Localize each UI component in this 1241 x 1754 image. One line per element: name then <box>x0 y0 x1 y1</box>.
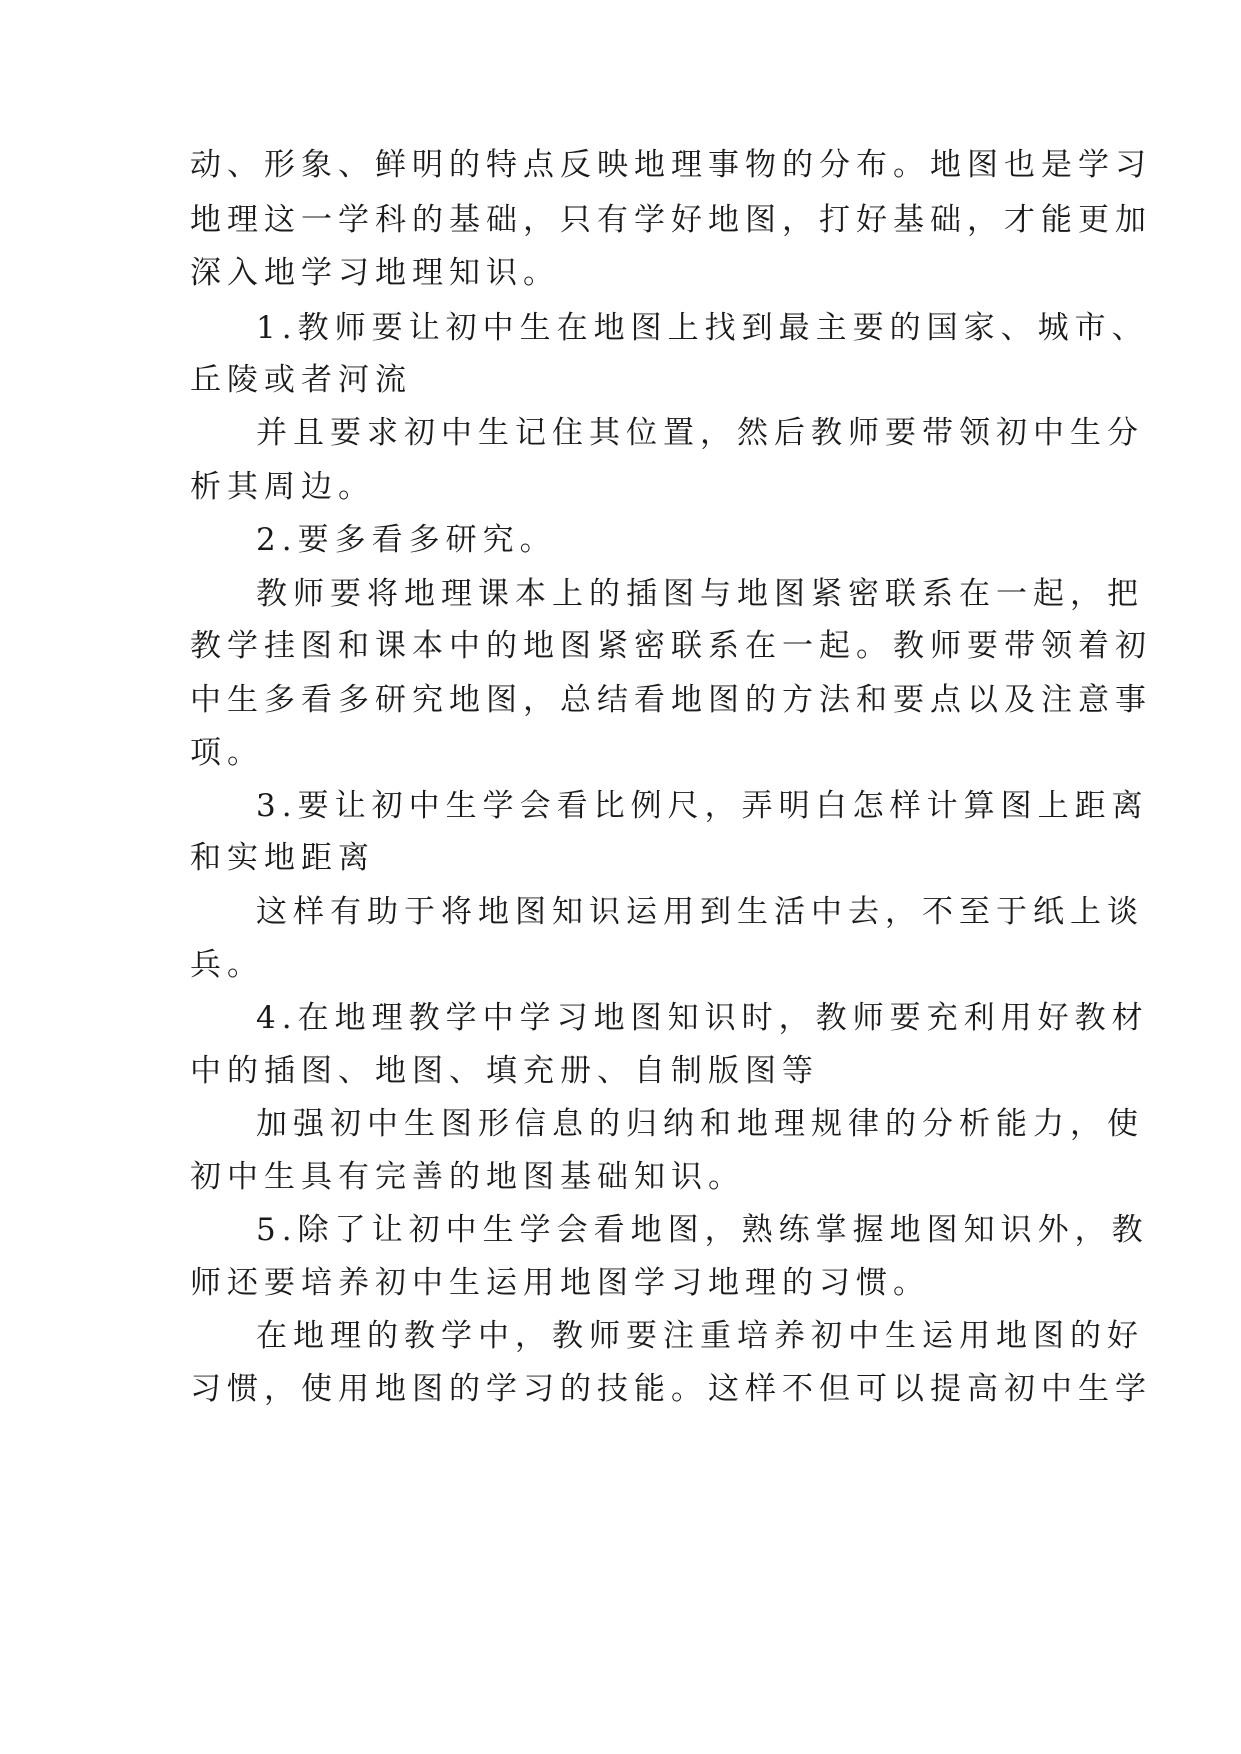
text-line: 4.在地理教学中学习地图知识时，教师要充利用好教材 <box>256 1000 1149 1036</box>
text-line: 和实地距离 <box>190 840 375 876</box>
text-line: 师还要培养初中生运用地图学习地理的习惯。 <box>190 1265 930 1301</box>
text-line: 2.要多看多研究。 <box>256 522 557 558</box>
text-line: 3.要让初中生学会看比例尺，弄明白怎样计算图上距离 <box>256 788 1149 824</box>
text-line: 教学挂图和课本中的地图紧密联系在一起。教师要带领着初 <box>190 628 1152 664</box>
text-line: 并且要求初中生记住其位置，然后教师要带领初中生分 <box>256 415 1144 451</box>
text-line: 中生多看多研究地图，总结看地图的方法和要点以及注意事 <box>190 682 1152 718</box>
text-line: 5.除了让初中生学会看地图，熟练掌握地图知识外，教 <box>256 1212 1149 1248</box>
text-line: 析其周边。 <box>190 469 375 505</box>
text-line: 在地理的教学中，教师要注重培养初中生运用地图的好 <box>256 1318 1144 1354</box>
text-line: 兵。 <box>190 947 264 983</box>
text-line: 动、形象、鲜明的特点反映地理事物的分布。地图也是学习 <box>190 147 1152 183</box>
text-line: 教师要将地理课本上的插图与地图紧密联系在一起，把 <box>256 576 1144 612</box>
text-line: 初中生具有完善的地图基础知识。 <box>190 1159 745 1195</box>
text-line: 1.教师要让初中生在地图上找到最主要的国家、城市、 <box>256 310 1149 346</box>
text-line: 地理这一学科的基础，只有学好地图，打好基础，才能更加 <box>190 202 1152 238</box>
text-line: 习惯，使用地图的学习的技能。这样不但可以提高初中生学 <box>190 1371 1152 1407</box>
text-line: 丘陵或者河流 <box>190 362 412 398</box>
text-line: 深入地学习地理知识。 <box>190 255 560 291</box>
text-line: 中的插图、地图、填充册、自制版图等 <box>190 1053 819 1089</box>
text-line: 这样有助于将地图知识运用到生活中去，不至于纸上谈 <box>256 894 1144 930</box>
text-line: 项。 <box>190 735 264 771</box>
text-line: 加强初中生图形信息的归纳和地理规律的分析能力，使 <box>256 1106 1144 1142</box>
